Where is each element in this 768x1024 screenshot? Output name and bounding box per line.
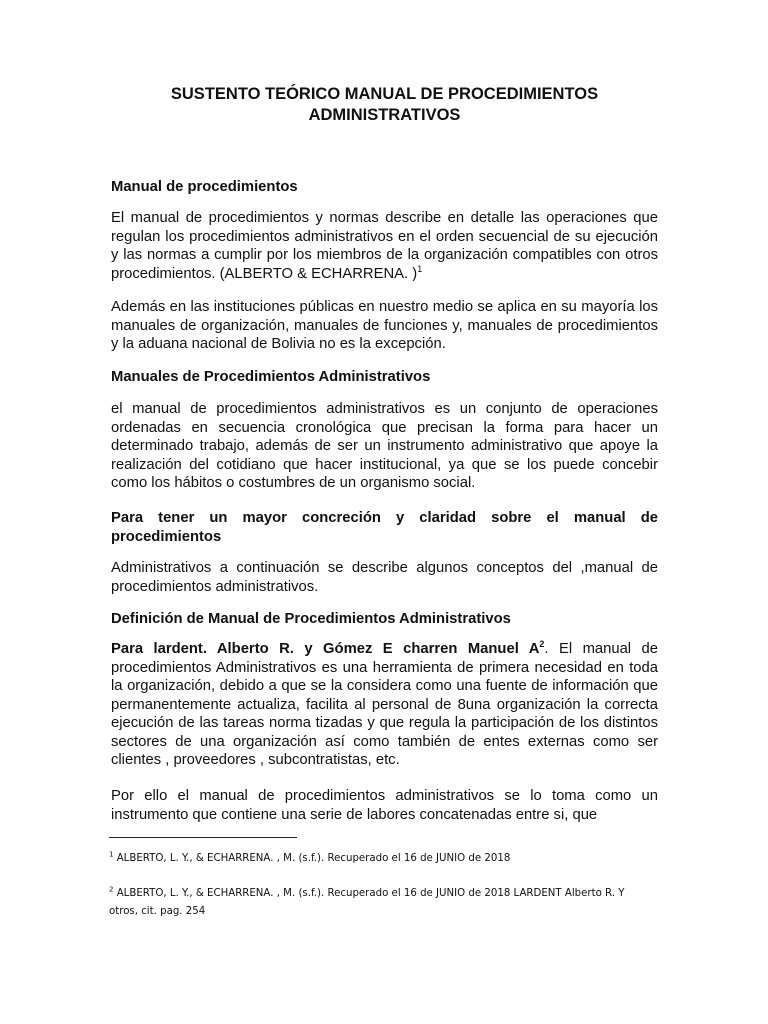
paragraph-3: el manual de procedimientos administrativos es un conjunto de operaciones ordenadas en secuencia cronológica que precisan la forma para hacer un determinado trabajo, además de ser un instrumento administrativo que apoye la realización del cotidiano que hacer institucional, ya que se los puede concebir como los hábitos o costumbres de un organismo social.	[111, 401, 658, 491]
paragraph-2: Además en las instituciones públicas en nuestro medio se aplica en su mayoría los manuales de organización, manuales de funciones y, manuales de procedimientos y la aduana nacional de Bolivia no es la excepción.	[111, 299, 658, 352]
title-line-1: SUSTENTO TEÓRICO MANUAL DE PROCEDIMIENTOS	[170, 85, 599, 103]
footnote-ref-1: 1	[417, 263, 423, 274]
paragraph-5-text: . El manual de procedimientos Administrativos es una herramienta de primera necesidad en toda la organización, debido a que se la considera como una fuente de información que permanentemente actualiza, facilita al personal de 8una organización la correcta ejecución de las tareas norma tizadas y que regula la participación de los distintos sectores de una organización así como también de entes externas como ser clientes , proveedores , subcontratistas, etc.	[111, 641, 658, 768]
footnote-2-number: 2	[109, 885, 114, 894]
paragraph-4: Administrativos a continuación se describe algunos conceptos del ,manual de procedimientos administrativos.	[111, 560, 658, 595]
paragraph-5	[111, 640, 658, 770]
paragraph-5-bold-lead: Para lardent. Alberto R. y Gómez E charren Manuel A	[111, 641, 540, 657]
title-line-2: ADMINISTRATIVOS	[308, 106, 461, 124]
footnote-1	[109, 850, 669, 868]
heading-manual-de-procedimientos: Manual de procedimientos	[111, 179, 298, 195]
page-title	[111, 84, 658, 126]
paragraph-6: Por ello el manual de procedimientos administrativos se lo toma como un instrumento que contiene una serie de labores concatenadas entre si, que	[111, 788, 658, 823]
footnote-1-text: ALBERTO, L. Y., & ECHARRENA. , M. (s.f.). Recuperado el 16 de JUNIO de 2018	[113, 853, 511, 864]
footnote-separator	[109, 837, 297, 838]
footnote-2-text: ALBERTO, L. Y., & ECHARRENA. , M. (s.f.). Recuperado el 16 de JUNIO de 2018 LARDENT Alberto R. Y otros, cit. pag. 254	[109, 888, 625, 917]
paragraph-1-text: El manual de procedimientos y normas describe en detalle las operaciones que regulan los procedimientos administrativos en el orden secuencial de su ejecución y las normas a cumplir por los miembros de la organización compatibles con otros procedimientos. (ALBERTO & ECHARRENA. )	[111, 210, 658, 282]
footnote-1-number: 1	[109, 850, 114, 859]
heading-concrecion-claridad	[111, 509, 658, 546]
heading-concrecion-text: Para tener un mayor concreción y claridad sobre el manual de procedimientos	[111, 510, 658, 545]
paragraph-1	[111, 209, 658, 283]
heading-definicion: Definición de Manual de Procedimientos Administrativos	[111, 611, 511, 627]
footnote-ref-2: 2	[539, 639, 545, 650]
heading-manuales-procedimientos-administrativos: Manuales de Procedimientos Administrativos	[111, 369, 431, 385]
footnote-2	[109, 885, 649, 921]
